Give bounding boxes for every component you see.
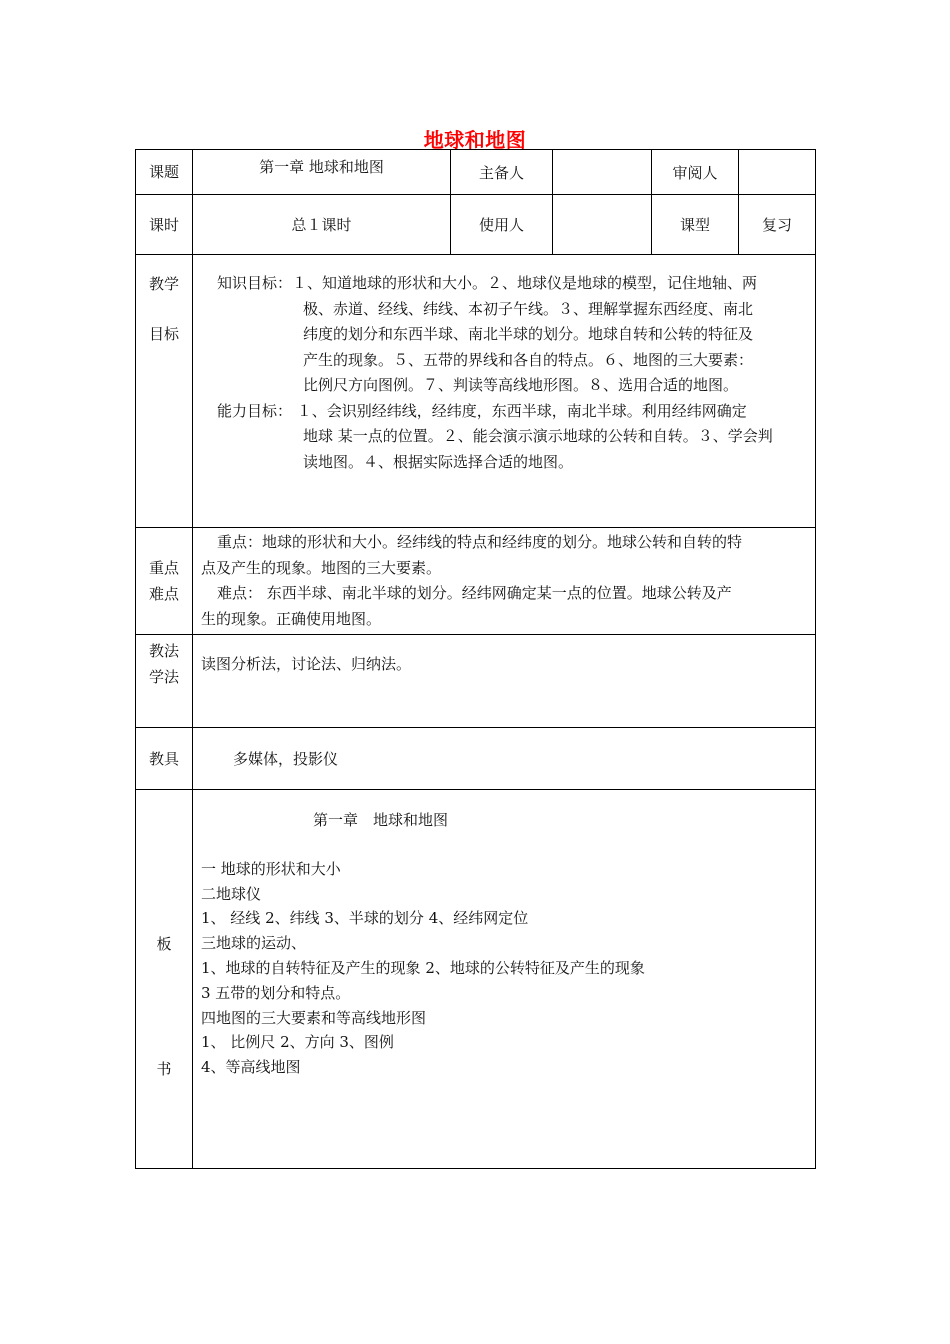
goals-label-line2: 目标 [148, 325, 179, 343]
tools-value: 多媒体，投影仪 [193, 728, 816, 790]
ability-goal-line [217, 399, 809, 425]
board-label-bottom: 书 [156, 1060, 172, 1078]
knowledge-goal-line: 纬度的划分和东西半球、南北半球的划分。地球自转和公转的特征及 [303, 325, 754, 343]
tools-row [136, 728, 816, 790]
board-row [136, 790, 816, 1169]
board-line: 1、 比例尺 2、方向 3、图例 [201, 1033, 394, 1052]
tools-label: 教具 [136, 728, 193, 790]
key-points-content [193, 528, 816, 635]
board-line: 1、地球的自转特征及产生的现象 2、地球的公转特征及产生的现象 [201, 958, 645, 977]
reviewer-label: 审阅人 [652, 150, 739, 195]
board-line: 一 地球的形状和大小 [201, 859, 341, 878]
key-point-line: 生的现象。正确使用地图。 [201, 609, 382, 628]
methods-value: 读图分析法，讨论法、归纳法。 [193, 635, 816, 728]
header-row-topic [136, 150, 816, 195]
key-point-line: 重点：地球的形状和大小。经纬线的特点和经纬度的划分。地球公转和自转的特 [217, 533, 743, 551]
ability-goal-line: 地球 某一点的位置。２、能会演示演示地球的公转和自转。３、学会判 [303, 427, 773, 445]
period-label: 课时 [136, 195, 193, 255]
type-value: 复习 [739, 195, 816, 255]
board-label [136, 790, 193, 1169]
knowledge-goal-line: 极、赤道、经线、纬线、本初子午线。３、理解掌握东西经度、南北 [303, 299, 754, 318]
board-heading: 第一章 地球和地图 [313, 811, 449, 829]
topic-label: 课题 [136, 150, 193, 195]
key-points-label-line2: 难点 [148, 585, 179, 603]
page-title: 地球和地图 [423, 128, 527, 152]
board-line: 三地球的运动、 [201, 934, 307, 953]
board-line: 二地球仪 [201, 884, 262, 903]
board-line: 3 五带的划分和特点。 [201, 983, 351, 1002]
board-label-top: 板 [156, 935, 172, 953]
ability-goal-line: 读地图。４、根据实际选择合适的地图。 [303, 452, 574, 471]
key-points-label [136, 528, 193, 635]
methods-label-line1: 教法 [148, 642, 179, 660]
knowledge-goal-text: １、知道地球的形状和大小。２、地球仪是地球的模型，记住地轴、两 [292, 274, 758, 292]
methods-label-line2: 学法 [148, 668, 179, 686]
goals-label [136, 255, 193, 528]
key-point-line: 难点： 东西半球、南北半球的划分。经纬网确定某一点的位置。地球公转及产 [217, 584, 732, 602]
knowledge-goal-prefix: 知识目标： [217, 274, 293, 292]
reviewer-value [739, 150, 816, 195]
methods-row [136, 635, 816, 728]
board-content [193, 790, 816, 1169]
board-line: 4、等高线地图 [201, 1058, 301, 1077]
header-row-period [136, 195, 816, 255]
knowledge-goal-line: 产生的现象。５、五带的界线和各自的特点。６、地图的三大要素： [303, 350, 754, 369]
lesson-plan-table [135, 149, 816, 1169]
ability-goal-prefix: 能力目标： [217, 401, 293, 420]
knowledge-goal-line [217, 271, 809, 297]
key-points-row [136, 528, 816, 635]
board-line: 1、 经线 2、纬线 3、半球的划分 4、经纬网定位 [201, 909, 529, 928]
topic-value: 第一章 地球和地图 [193, 150, 451, 195]
goals-row [136, 255, 816, 528]
type-label: 课型 [652, 195, 739, 255]
knowledge-goal-line: 比例尺方向图例。７、判读等高线地形图。８、选用合适的地图。 [303, 376, 739, 394]
board-line: 四地图的三大要素和等高线地形图 [201, 1008, 427, 1027]
goals-content [193, 255, 816, 528]
user-value [553, 195, 652, 255]
preparer-value [553, 150, 652, 195]
ability-goal-text: １、会识别经纬线，经纬度，东西半球，南北半球。利用经纬网确定 [292, 401, 747, 420]
key-points-label-line1: 重点 [148, 559, 179, 577]
goals-label-line1: 教学 [148, 275, 179, 293]
preparer-label: 主备人 [451, 150, 553, 195]
key-point-line: 点及产生的现象。地图的三大要素。 [201, 558, 442, 577]
period-value: 总１课时 [193, 195, 451, 255]
methods-label [136, 635, 193, 728]
user-label: 使用人 [451, 195, 553, 255]
